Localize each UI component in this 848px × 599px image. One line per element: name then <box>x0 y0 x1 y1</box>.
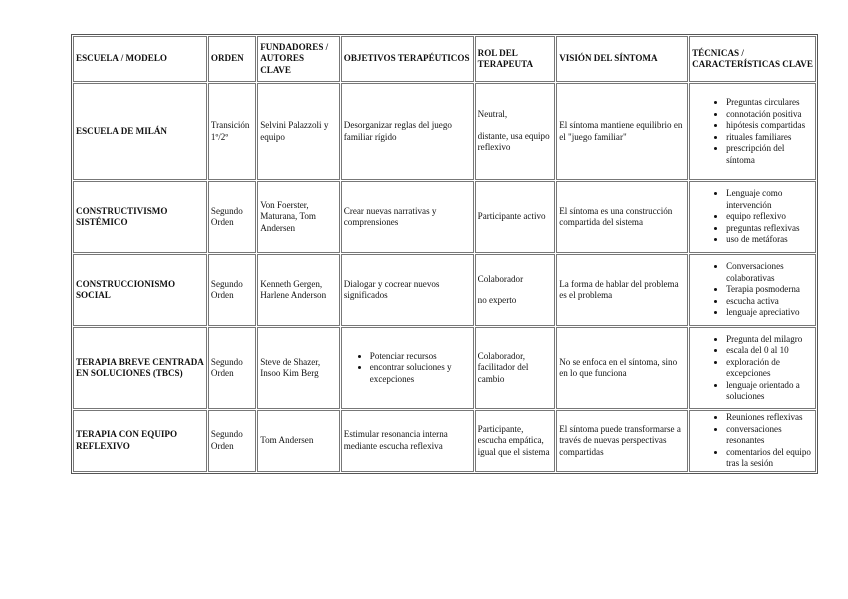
list-item: • Conversaciones colaborativas <box>726 261 813 284</box>
cell-fundadores: Tom Andersen <box>257 410 340 472</box>
cell-tecnicas <box>689 410 816 472</box>
table-row <box>73 83 816 180</box>
tecnicas-list <box>692 97 813 166</box>
cell-tecnicas <box>689 327 816 409</box>
cell-orden: Segundo Orden <box>208 327 256 409</box>
list-item: • Pregunta del milagro <box>726 334 813 346</box>
list-item: • encontrar soluciones y excepciones <box>370 362 471 385</box>
list-item: • escucha activa <box>726 296 813 308</box>
list-item: • rituales familiares <box>726 132 813 144</box>
list-item: • uso de metáforas <box>726 234 813 246</box>
header-orden: ORDEN <box>208 36 256 82</box>
cell-rol: Participante activo <box>475 181 556 253</box>
cell-objetivos <box>341 327 474 409</box>
tecnicas-list <box>692 334 813 403</box>
cell-fundadores: Selvini Palazzoli y equipo <box>257 83 340 180</box>
list-item: • Terapia posmoderna <box>726 284 813 296</box>
header-row <box>73 36 816 82</box>
cell-rol: Colaborador, facilitador del cambio <box>475 327 556 409</box>
list-item: • Preguntas circulares <box>726 97 813 109</box>
cell-tecnicas <box>689 254 816 326</box>
list-item: • lenguaje orientado a soluciones <box>726 380 813 403</box>
cell-tecnicas <box>689 83 816 180</box>
cell-orden: Segundo Orden <box>208 254 256 326</box>
header-objetivos: OBJETIVOS TERAPÉUTICOS <box>341 36 474 82</box>
cell-orden: Transición 1º/2º <box>208 83 256 180</box>
tecnicas-list <box>692 188 813 246</box>
list-item: • prescripción del síntoma <box>726 143 813 166</box>
cell-objetivos: Desorganizar reglas del juego familiar rígido <box>341 83 474 180</box>
header-escuela: ESCUELA / MODELO <box>73 36 207 82</box>
cell-rol <box>475 83 556 180</box>
cell-orden: Segundo Orden <box>208 181 256 253</box>
rol-line-1: Colaborador <box>477 273 524 284</box>
cell-escuela: CONSTRUCCIONISMO SOCIAL <box>73 254 207 326</box>
list-item: • hipótesis compartidas <box>726 120 813 132</box>
table-row <box>73 254 816 326</box>
objetivos-list <box>344 351 471 386</box>
cell-vision: El síntoma puede transformarse a través de nuevas perspectivas compartidas <box>556 410 688 472</box>
list-item: • lenguaje apreciativo <box>726 307 813 319</box>
cell-rol <box>475 254 556 326</box>
list-item: • Lenguaje como intervención <box>726 188 813 211</box>
cell-escuela: TERAPIA BREVE CENTRADA EN SOLUCIONES (TBCS) <box>73 327 207 409</box>
header-fundadores: FUNDADORES / AUTORES CLAVE <box>257 36 340 82</box>
cell-orden: Segundo Orden <box>208 410 256 472</box>
rol-line-1: Neutral, <box>477 109 508 120</box>
list-item: • Reuniones reflexivas <box>726 412 813 424</box>
cell-vision: El síntoma es una construcción compartida del sistema <box>556 181 688 253</box>
cell-escuela: TERAPIA CON EQUIPO REFLEXIVO <box>73 410 207 472</box>
cell-fundadores: Steve de Shazer, Insoo Kim Berg <box>257 327 340 409</box>
cell-escuela: CONSTRUCTIVISMO SISTÉMICO <box>73 181 207 253</box>
tecnicas-list <box>692 261 813 319</box>
header-vision: VISIÓN DEL SÍNTOMA <box>556 36 688 82</box>
schools-comparison-table <box>71 34 818 474</box>
table-row <box>73 410 816 472</box>
cell-fundadores: Von Foerster, Maturana, Tom Andersen <box>257 181 340 253</box>
list-item: • conversaciones resonantes <box>726 424 813 447</box>
list-item: • preguntas reflexivas <box>726 223 813 235</box>
cell-objetivos: Dialogar y cocrear nuevos significados <box>341 254 474 326</box>
table-row <box>73 327 816 409</box>
rol-line-2: no experto <box>477 295 517 305</box>
cell-objetivos: Estimular resonancia interna mediante escucha reflexiva <box>341 410 474 472</box>
cell-vision: El síntoma mantiene equilibrio en el "juego familiar" <box>556 83 688 180</box>
header-tecnicas: TÉCNICAS / CARACTERÍSTICAS CLAVE <box>689 36 816 82</box>
cell-vision: No se enfoca en el síntoma, sino en lo que funciona <box>556 327 688 409</box>
list-item: • equipo reflexivo <box>726 211 813 223</box>
list-item: • escala del 0 al 10 <box>726 345 813 357</box>
cell-escuela: ESCUELA DE MILÁN <box>73 83 207 180</box>
list-item: • comentarios del equipo tras la sesión <box>726 447 813 470</box>
cell-rol: Participante, escucha empática, igual que el sistema <box>475 410 556 472</box>
cell-vision: La forma de hablar del problema es el problema <box>556 254 688 326</box>
rol-line-2: distante, usa equipo reflexivo <box>477 130 550 153</box>
cell-objetivos: Crear nuevas narrativas y comprensiones <box>341 181 474 253</box>
cell-tecnicas <box>689 181 816 253</box>
header-rol: ROL DEL TERAPEUTA <box>475 36 556 82</box>
tecnicas-list <box>692 412 813 470</box>
list-item: • connotación positiva <box>726 109 813 121</box>
list-item: • exploración de excepciones <box>726 357 813 380</box>
cell-fundadores: Kenneth Gergen, Harlene Anderson <box>257 254 340 326</box>
table-row <box>73 181 816 253</box>
list-item: • Potenciar recursos <box>370 351 471 363</box>
